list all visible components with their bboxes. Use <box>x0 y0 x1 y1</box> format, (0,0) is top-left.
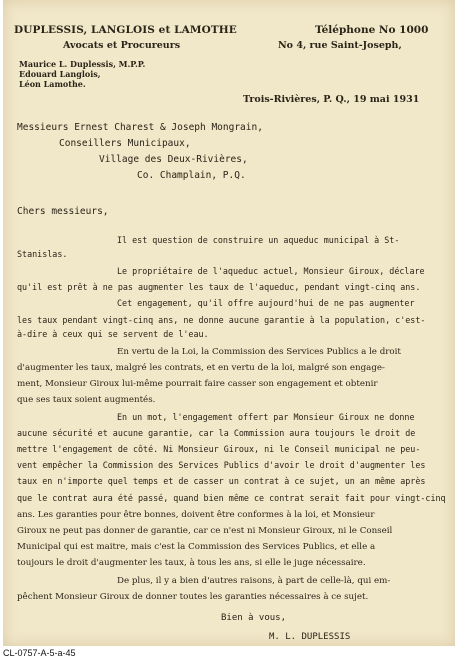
signature: M. L. DUPLESSIS <box>269 632 351 642</box>
body-line: pêchent Monsieur Giroux de donner toutes les garanties nécessaires à ce sujet. <box>17 592 369 602</box>
body-line: Stanislas. <box>17 249 68 259</box>
closing: Bien à vous, <box>221 613 287 623</box>
body-line: aucune sécurité et aucune garantie, car la Commission aura toujours le droit de <box>17 428 416 438</box>
body-line: En vertu de la Loi, la Commission des Services Publics a le droit <box>117 347 401 357</box>
body-line: En un mot, l'engagement offert par Monsieur Giroux ne donne <box>117 412 415 422</box>
body-line: toujours le droit d'augmenter les taux, à tous les ans, si elle le juge nécessaire. <box>17 558 366 568</box>
recipient-line-1: Messieurs Ernest Charest & Joseph Mongrain, <box>17 122 263 133</box>
partner-2: Edouard Langlois, <box>19 69 101 79</box>
firm-address: No 4, rue Saint-Joseph, <box>278 40 402 51</box>
letter-page <box>3 0 455 646</box>
body-line: vent empêcher la Commission des Services Publics d'avoir le droit d'augmenter les <box>17 460 426 470</box>
body-line: De plus, il y a bien d'autres raisons, à part de celle-là, qui em- <box>117 576 391 586</box>
body-line: qu'il est prêt à ne pas augmenter les taux de l'aqueduc, pendant vingt-cinq ans. <box>17 282 421 292</box>
partner-1: Maurice L. Duplessis, M.P.P. <box>19 59 146 69</box>
body-line: Il est question de construire un aqueduc municipal à St- <box>117 235 400 245</box>
body-line: d'augmenter les taux, malgré les contrats, et en vertu de la loi, malgré son engage- <box>17 363 385 373</box>
archive-code: CL-0757-A-5-a-45 <box>3 648 76 658</box>
body-line: à-dire à ceux qui se servent de l'eau. <box>17 329 209 339</box>
body-line: Le propriétaire de l'aqueduc actuel, Monsieur Giroux, déclare <box>117 266 425 276</box>
letter-date: Trois-Rivières, P. Q., 19 mai 1931 <box>243 94 420 105</box>
salutation: Chers messieurs, <box>17 206 109 217</box>
body-line: Municipal qui est maitre, mais c'est la Commission des Services Publics, et elle a <box>17 542 376 552</box>
recipient-line-2: Conseillers Municipaux, <box>59 138 191 149</box>
body-line: que le contrat aura été passé, quand bien même ce contrat serait fait pour vingt-cinq <box>17 493 446 503</box>
recipient-line-4: Co. Champlain, P.Q. <box>137 170 246 181</box>
body-line: mettre l'engagement de côté. Ni Monsieur Giroux, ni le Conseil municipal ne peu- <box>17 444 421 454</box>
firm-profession: Avocats et Procureurs <box>63 40 181 51</box>
body-line: ans. Les garanties pour être bonnes, doivent être conformes à la loi, et Monsieur <box>17 510 375 520</box>
body-line: ment, Monsieur Giroux lui-même pourrait faire casser son engagement et obtenir <box>17 379 378 389</box>
firm-name: DUPLESSIS, LANGLOIS et LAMOTHE <box>14 24 237 36</box>
body-line: Cet engagement, qu'il offre aujourd'hui de ne pas augmenter <box>117 298 415 308</box>
recipient-line-3: Village des Deux-Rivières, <box>99 154 248 165</box>
body-line: Giroux ne peut pas donner de garantie, car ce n'est ni Monsieur Giroux, ni le Conseil <box>17 526 393 536</box>
partner-3: Léon Lamothe. <box>19 79 86 89</box>
telephone: Téléphone No 1000 <box>315 24 429 36</box>
body-line: les taux pendant vingt-cinq ans, ne donne aucune garantie à la population, c'est- <box>17 315 426 325</box>
body-line: taux en n'importe quel temps et de casser un contrat à ce sujet, un an même après <box>17 476 426 486</box>
body-line: que ses taux soient augmentés. <box>17 395 156 405</box>
